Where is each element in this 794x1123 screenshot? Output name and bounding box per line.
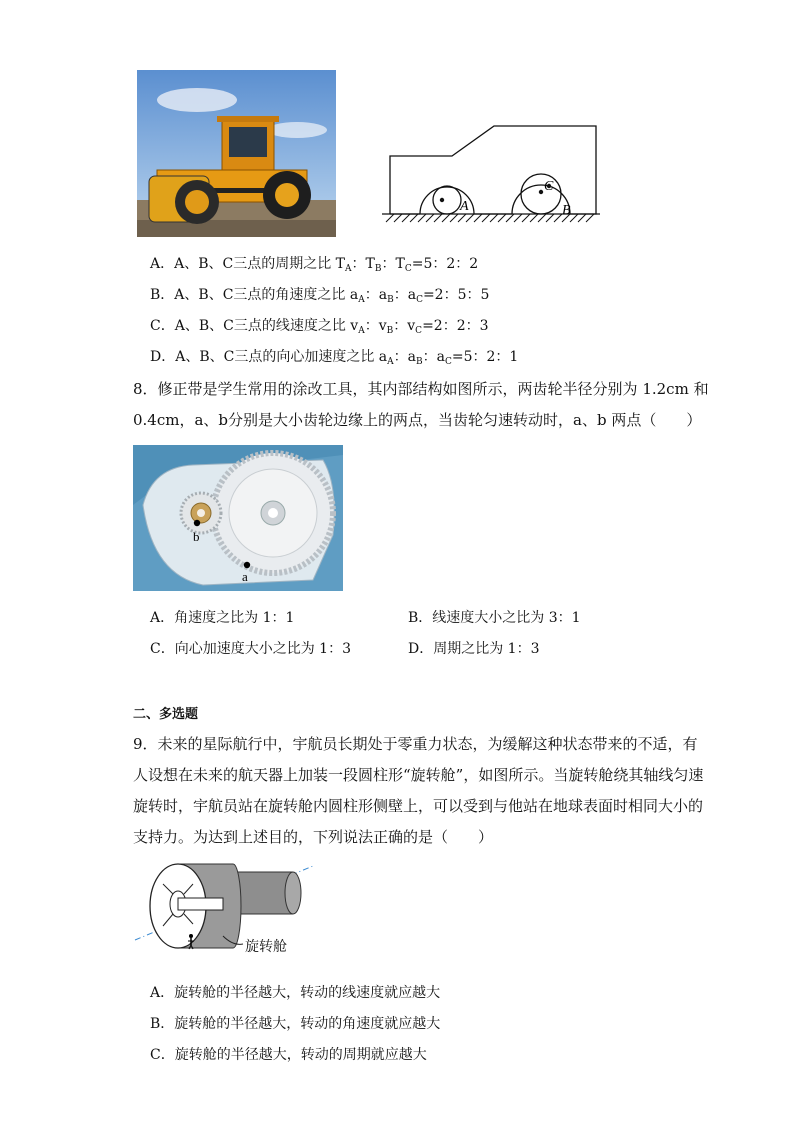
q9-option-a: A．旋转舱的半径越大，转动的线速度就应越大 (150, 985, 441, 1001)
section-title: 二、多选题 (133, 707, 199, 722)
q7-option-c: C．A、B、C三点的线速度之比 $v_A$：$v_B$：$v_C=2$：2：3 (150, 318, 489, 336)
car-wheel-diagram (382, 122, 602, 227)
rotating-cabin-figure (133, 858, 323, 970)
q9-stem-line2: 人设想在未来的航天器上加装一段圆柱形“旋转舱”，如图所示。当旋转舱绕其轴线匀速 (133, 766, 704, 784)
q9-stem-line4: 支持力。为达到上述目的，下列说法正确的是（ ） (133, 828, 494, 846)
q7-option-d: D．A、B、C三点的向心加速度之比 $a_A$：$a_B$：$a_C=5$：2：1 (150, 349, 519, 367)
q8-option-a: A．角速度之比为 1：1 (150, 610, 295, 626)
q8-stem-line2: 0.4cm，a、b分别是大小齿轮边缘上的两点，当齿轮匀速转动时，a、b 两点（ ） (133, 411, 702, 429)
q8-stem-line1: 8．修正带是学生常用的涂改工具，其内部结构如图所示，两齿轮半径分别为 1.2cm 和 (133, 380, 709, 398)
q8-option-c: C．向心加速度大小之比为 1：3 (150, 641, 351, 657)
point-label-a: A (460, 199, 469, 214)
cabin-label: 旋转舱 (245, 939, 287, 955)
q8-option-d: D．周期之比为 1：3 (408, 641, 540, 657)
q9-option-b: B．旋转舱的半径越大，转动的角速度就应越大 (150, 1016, 441, 1032)
point-label-b: B (562, 203, 571, 218)
road-roller-photo (137, 70, 336, 237)
q9-stem-line3: 旋转时，宇航员站在旋转舱内圆柱形侧壁上，可以受到与他站在地球表面时相同大小的 (133, 797, 704, 815)
q9-stem-line1: 9．未来的星际航行中，宇航员长期处于零重力状态，为缓解这种状态带来的不适，有 (133, 735, 698, 753)
point-b-label: b (193, 529, 200, 544)
correction-tape-photo (133, 445, 343, 591)
point-label-c: C (544, 179, 554, 194)
q8-option-b: B．线速度大小之比为 3：1 (408, 610, 581, 626)
q9-option-c: C．旋转舱的半径越大，转动的周期就应越大 (150, 1047, 427, 1063)
q7-option-b: B．A、B、C三点的角速度之比 $a_A$：$a_B$：$a_C=2$：5：5 (150, 287, 490, 305)
point-a-label: a (242, 569, 248, 584)
q7-option-a: A．A、B、C三点的周期之比 $T_A$：$T_B$：$T_C=5$：2：2 (150, 256, 479, 274)
